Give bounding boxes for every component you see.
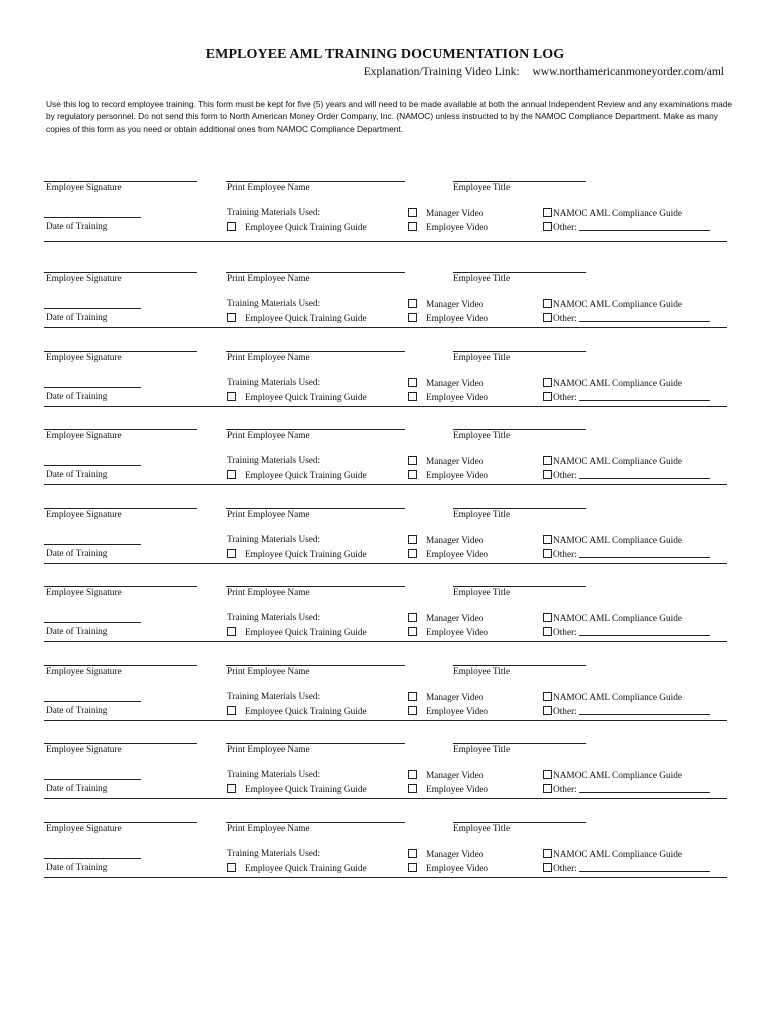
other-checkbox[interactable]	[543, 627, 552, 636]
date-line[interactable]	[44, 217, 141, 218]
training-entry	[0, 175, 770, 253]
other-input-line[interactable]	[579, 706, 710, 715]
print-name-label: Print Employee Name	[227, 183, 310, 193]
print-name-line[interactable]	[226, 665, 405, 666]
title-label: Employee Title	[453, 588, 511, 598]
date-line[interactable]	[44, 622, 141, 623]
entry-divider	[44, 241, 727, 242]
compliance-guide-checkbox[interactable]	[543, 770, 552, 779]
other-option[interactable]	[543, 549, 710, 561]
title-line[interactable]	[453, 586, 586, 587]
date-line[interactable]	[44, 779, 141, 780]
employee-video-option[interactable]	[408, 222, 488, 234]
materials-label: Training Materials Used:	[227, 613, 321, 623]
title-line[interactable]	[453, 181, 586, 182]
title-label: Employee Title	[453, 745, 511, 755]
compliance-guide-label: NAMOC AML Compliance Guide	[553, 693, 683, 703]
quick-guide-option[interactable]	[227, 549, 367, 561]
other-label: Other:	[553, 223, 577, 233]
quick-guide-option[interactable]	[227, 470, 367, 482]
date-label: Date of Training	[46, 313, 108, 323]
compliance-guide-checkbox[interactable]	[543, 692, 552, 701]
print-name-label: Print Employee Name	[227, 274, 310, 284]
signature-line[interactable]	[44, 272, 197, 273]
compliance-guide-checkbox[interactable]	[543, 378, 552, 387]
employee-video-checkbox[interactable]	[408, 313, 417, 322]
employee-video-option[interactable]	[408, 627, 488, 639]
manager-video-checkbox[interactable]	[408, 456, 417, 465]
signature-line[interactable]	[44, 822, 197, 823]
manager-video-option[interactable]	[408, 692, 483, 704]
materials-label: Training Materials Used:	[227, 849, 321, 859]
quick-guide-checkbox[interactable]	[227, 784, 236, 793]
signature-line[interactable]	[44, 181, 197, 182]
date-label: Date of Training	[46, 222, 108, 232]
training-entry	[0, 502, 770, 580]
manager-video-label: Manager Video	[426, 379, 484, 389]
other-option[interactable]	[543, 784, 710, 796]
signature-label: Employee Signature	[46, 824, 122, 834]
employee-video-option[interactable]	[408, 392, 488, 404]
print-name-line[interactable]	[226, 272, 405, 273]
compliance-guide-checkbox[interactable]	[543, 299, 552, 308]
signature-line[interactable]	[44, 351, 197, 352]
title-line[interactable]	[453, 822, 586, 823]
print-name-line[interactable]	[226, 181, 405, 182]
training-entry	[0, 816, 770, 894]
title-label: Employee Title	[453, 183, 511, 193]
employee-video-option[interactable]	[408, 549, 488, 561]
manager-video-option[interactable]	[408, 613, 483, 625]
other-label: Other:	[553, 314, 577, 324]
print-name-line[interactable]	[226, 586, 405, 587]
employee-video-option[interactable]	[408, 313, 488, 325]
date-line[interactable]	[44, 858, 141, 859]
compliance-guide-label: NAMOC AML Compliance Guide	[553, 209, 683, 219]
entry-divider	[44, 877, 727, 878]
other-label: Other:	[553, 628, 577, 638]
quick-guide-checkbox[interactable]	[227, 627, 236, 636]
manager-video-label: Manager Video	[426, 771, 484, 781]
date-label: Date of Training	[46, 392, 108, 402]
date-line[interactable]	[44, 387, 141, 388]
compliance-guide-checkbox[interactable]	[543, 208, 552, 217]
training-entry	[0, 737, 770, 815]
date-line[interactable]	[44, 308, 141, 309]
compliance-guide-option[interactable]	[543, 299, 682, 311]
title-line[interactable]	[453, 351, 586, 352]
entry-divider	[44, 641, 727, 642]
other-option[interactable]	[543, 470, 710, 482]
other-input-line[interactable]	[579, 470, 710, 479]
employee-video-checkbox[interactable]	[408, 863, 417, 872]
manager-video-checkbox[interactable]	[408, 378, 417, 387]
materials-label: Training Materials Used:	[227, 535, 321, 545]
compliance-guide-checkbox[interactable]	[543, 535, 552, 544]
quick-guide-label: Employee Quick Training Guide	[245, 314, 367, 324]
date-line[interactable]	[44, 701, 141, 702]
date-line[interactable]	[44, 465, 141, 466]
manager-video-label: Manager Video	[426, 536, 484, 546]
compliance-guide-label: NAMOC AML Compliance Guide	[553, 850, 683, 860]
employee-video-checkbox[interactable]	[408, 222, 417, 231]
compliance-guide-option[interactable]	[543, 692, 682, 704]
manager-video-option[interactable]	[408, 535, 483, 547]
employee-video-label: Employee Video	[426, 785, 489, 795]
quick-guide-option[interactable]	[227, 706, 367, 718]
employee-video-label: Employee Video	[426, 393, 489, 403]
quick-guide-checkbox[interactable]	[227, 863, 236, 872]
quick-guide-checkbox[interactable]	[227, 706, 236, 715]
employee-video-label: Employee Video	[426, 628, 489, 638]
other-option[interactable]	[543, 392, 710, 404]
print-name-label: Print Employee Name	[227, 510, 310, 520]
manager-video-checkbox[interactable]	[408, 692, 417, 701]
other-checkbox[interactable]	[543, 222, 552, 231]
compliance-guide-label: NAMOC AML Compliance Guide	[553, 300, 683, 310]
print-name-line[interactable]	[226, 508, 405, 509]
manager-video-label: Manager Video	[426, 850, 484, 860]
manager-video-option[interactable]	[408, 849, 483, 861]
entry-divider	[44, 406, 727, 407]
materials-label: Training Materials Used:	[227, 456, 321, 466]
signature-label: Employee Signature	[46, 588, 122, 598]
compliance-guide-label: NAMOC AML Compliance Guide	[553, 536, 683, 546]
quick-guide-option[interactable]	[227, 863, 367, 875]
entry-divider	[44, 563, 727, 564]
compliance-guide-label: NAMOC AML Compliance Guide	[553, 614, 683, 624]
employee-video-checkbox[interactable]	[408, 392, 417, 401]
employee-video-label: Employee Video	[426, 223, 489, 233]
compliance-guide-label: NAMOC AML Compliance Guide	[553, 457, 683, 467]
title-label: Employee Title	[453, 431, 511, 441]
print-name-label: Print Employee Name	[227, 667, 310, 677]
manager-video-checkbox[interactable]	[408, 770, 417, 779]
signature-label: Employee Signature	[46, 183, 122, 193]
quick-guide-checkbox[interactable]	[227, 222, 236, 231]
signature-label: Employee Signature	[46, 274, 122, 284]
quick-guide-label: Employee Quick Training Guide	[245, 707, 367, 717]
training-entry	[0, 580, 770, 658]
employee-video-label: Employee Video	[426, 314, 489, 324]
other-label: Other:	[553, 864, 577, 874]
other-input-line[interactable]	[579, 313, 710, 322]
title-line[interactable]	[453, 743, 586, 744]
quick-guide-label: Employee Quick Training Guide	[245, 550, 367, 560]
training-entry	[0, 345, 770, 423]
materials-label: Training Materials Used:	[227, 299, 321, 309]
employee-video-checkbox[interactable]	[408, 627, 417, 636]
training-entry	[0, 423, 770, 501]
other-checkbox[interactable]	[543, 863, 552, 872]
other-checkbox[interactable]	[543, 313, 552, 322]
compliance-guide-option[interactable]	[543, 770, 682, 782]
manager-video-option[interactable]	[408, 208, 483, 220]
quick-guide-label: Employee Quick Training Guide	[245, 785, 367, 795]
print-name-line[interactable]	[226, 429, 405, 430]
instructions-paragraph: Use this log to record employee training. This form must be kept for five (5) years and will need to be made available at both the annual Independent Review and any examinations made by regulatory personnel. Do not send this form to North American Money Order Company, Inc. (NAMOC) unless instructed to by the NAMOC Compliance Department. Make as many copies of this form as you need or obtain additional ones from NAMOC Compliance Department.	[46, 99, 733, 134]
date-label: Date of Training	[46, 470, 108, 480]
manager-video-label: Manager Video	[426, 693, 484, 703]
other-option[interactable]	[543, 313, 710, 325]
other-checkbox[interactable]	[543, 549, 552, 558]
other-input-line[interactable]	[579, 627, 710, 636]
other-checkbox[interactable]	[543, 470, 552, 479]
other-input-line[interactable]	[579, 392, 710, 401]
other-option[interactable]	[543, 706, 710, 718]
materials-label: Training Materials Used:	[227, 770, 321, 780]
other-label: Other:	[553, 707, 577, 717]
compliance-guide-option[interactable]	[543, 456, 682, 468]
quick-guide-checkbox[interactable]	[227, 470, 236, 479]
quick-guide-checkbox[interactable]	[227, 392, 236, 401]
employee-video-checkbox[interactable]	[408, 784, 417, 793]
signature-line[interactable]	[44, 665, 197, 666]
entry-divider	[44, 720, 727, 721]
title-label: Employee Title	[453, 824, 511, 834]
employee-video-option[interactable]	[408, 706, 488, 718]
compliance-guide-option[interactable]	[543, 613, 682, 625]
materials-label: Training Materials Used:	[227, 208, 321, 218]
compliance-guide-checkbox[interactable]	[543, 613, 552, 622]
quick-guide-option[interactable]	[227, 392, 367, 404]
print-name-line[interactable]	[226, 822, 405, 823]
compliance-guide-option[interactable]	[543, 208, 682, 220]
title-line[interactable]	[453, 272, 586, 273]
compliance-guide-checkbox[interactable]	[543, 849, 552, 858]
materials-label: Training Materials Used:	[227, 692, 321, 702]
signature-line[interactable]	[44, 586, 197, 587]
quick-guide-option[interactable]	[227, 313, 367, 325]
signature-line[interactable]	[44, 743, 197, 744]
quick-guide-label: Employee Quick Training Guide	[245, 628, 367, 638]
print-name-label: Print Employee Name	[227, 745, 310, 755]
print-name-label: Print Employee Name	[227, 431, 310, 441]
title-line[interactable]	[453, 508, 586, 509]
compliance-guide-option[interactable]	[543, 535, 682, 547]
manager-video-label: Manager Video	[426, 614, 484, 624]
compliance-guide-checkbox[interactable]	[543, 456, 552, 465]
quick-guide-option[interactable]	[227, 222, 367, 234]
signature-label: Employee Signature	[46, 667, 122, 677]
other-checkbox[interactable]	[543, 784, 552, 793]
quick-guide-option[interactable]	[227, 627, 367, 639]
quick-guide-label: Employee Quick Training Guide	[245, 471, 367, 481]
employee-video-option[interactable]	[408, 470, 488, 482]
manager-video-checkbox[interactable]	[408, 299, 417, 308]
entry-divider	[44, 798, 727, 799]
manager-video-label: Manager Video	[426, 300, 484, 310]
quick-guide-label: Employee Quick Training Guide	[245, 223, 367, 233]
title-line[interactable]	[453, 665, 586, 666]
employee-video-checkbox[interactable]	[408, 470, 417, 479]
quick-guide-option[interactable]	[227, 784, 367, 796]
entry-divider	[44, 327, 727, 328]
other-input-line[interactable]	[579, 222, 710, 231]
training-entry	[0, 266, 770, 344]
employee-video-option[interactable]	[408, 784, 488, 796]
print-name-line[interactable]	[226, 351, 405, 352]
date-label: Date of Training	[46, 706, 108, 716]
signature-label: Employee Signature	[46, 745, 122, 755]
video-link-url[interactable]: www.northamericanmoneyorder.com/aml	[532, 66, 724, 78]
title-label: Employee Title	[453, 353, 511, 363]
other-checkbox[interactable]	[543, 706, 552, 715]
other-input-line[interactable]	[579, 549, 710, 558]
title-line[interactable]	[453, 429, 586, 430]
other-label: Other:	[553, 785, 577, 795]
title-label: Employee Title	[453, 274, 511, 284]
quick-guide-label: Employee Quick Training Guide	[245, 864, 367, 874]
date-label: Date of Training	[46, 549, 108, 559]
quick-guide-label: Employee Quick Training Guide	[245, 393, 367, 403]
other-checkbox[interactable]	[543, 392, 552, 401]
manager-video-option[interactable]	[408, 378, 483, 390]
video-link-line	[364, 66, 724, 78]
employee-video-label: Employee Video	[426, 550, 489, 560]
date-label: Date of Training	[46, 784, 108, 794]
compliance-guide-option[interactable]	[543, 378, 682, 390]
title-label: Employee Title	[453, 510, 511, 520]
print-name-label: Print Employee Name	[227, 353, 310, 363]
employee-video-label: Employee Video	[426, 864, 489, 874]
signature-line[interactable]	[44, 429, 197, 430]
manager-video-label: Manager Video	[426, 457, 484, 467]
other-option[interactable]	[543, 627, 710, 639]
page-title: EMPLOYEE AML TRAINING DOCUMENTATION LOG	[205, 47, 565, 62]
training-entry	[0, 659, 770, 737]
compliance-guide-label: NAMOC AML Compliance Guide	[553, 771, 683, 781]
other-label: Other:	[553, 550, 577, 560]
manager-video-checkbox[interactable]	[408, 208, 417, 217]
date-label: Date of Training	[46, 627, 108, 637]
other-label: Other:	[553, 393, 577, 403]
manager-video-checkbox[interactable]	[408, 849, 417, 858]
signature-label: Employee Signature	[46, 353, 122, 363]
employee-video-option[interactable]	[408, 863, 488, 875]
print-name-line[interactable]	[226, 743, 405, 744]
print-name-label: Print Employee Name	[227, 824, 310, 834]
compliance-guide-option[interactable]	[543, 849, 682, 861]
date-line[interactable]	[44, 544, 141, 545]
employee-video-checkbox[interactable]	[408, 706, 417, 715]
other-option[interactable]	[543, 863, 710, 875]
entry-divider	[44, 484, 727, 485]
title-label: Employee Title	[453, 667, 511, 677]
other-label: Other:	[553, 471, 577, 481]
employee-video-label: Employee Video	[426, 707, 489, 717]
date-label: Date of Training	[46, 863, 108, 873]
manager-video-checkbox[interactable]	[408, 535, 417, 544]
compliance-guide-label: NAMOC AML Compliance Guide	[553, 379, 683, 389]
quick-guide-checkbox[interactable]	[227, 313, 236, 322]
materials-label: Training Materials Used:	[227, 378, 321, 388]
manager-video-option[interactable]	[408, 456, 483, 468]
video-link-label: Explanation/Training Video Link:	[363, 66, 520, 78]
employee-video-checkbox[interactable]	[408, 549, 417, 558]
manager-video-option[interactable]	[408, 770, 483, 782]
signature-line[interactable]	[44, 508, 197, 509]
print-name-label: Print Employee Name	[227, 588, 310, 598]
manager-video-label: Manager Video	[426, 209, 484, 219]
signature-label: Employee Signature	[46, 510, 122, 520]
quick-guide-checkbox[interactable]	[227, 549, 236, 558]
employee-video-label: Employee Video	[426, 471, 489, 481]
signature-label: Employee Signature	[46, 431, 122, 441]
manager-video-option[interactable]	[408, 299, 483, 311]
manager-video-checkbox[interactable]	[408, 613, 417, 622]
other-input-line[interactable]	[579, 863, 710, 872]
other-option[interactable]	[543, 222, 710, 234]
other-input-line[interactable]	[579, 784, 710, 793]
